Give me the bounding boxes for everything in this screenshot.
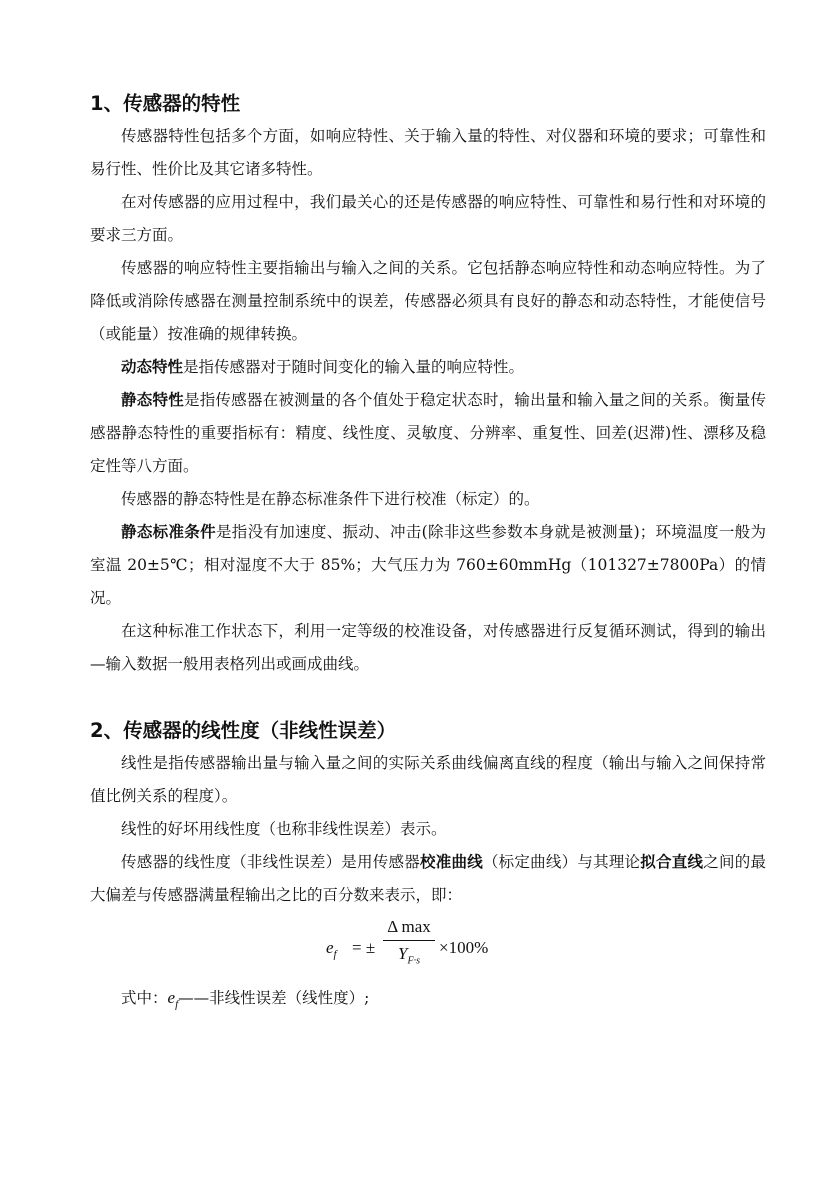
linearity-formula [90,916,766,980]
section-1-paragraph-3: 传感器的响应特性主要指输出与输入之间的关系。它包括静态响应特性和动态响应特性。为了降低或消除传感器在测量控制系统中的误差，传感器必须具有良好的静态和动态特性，才能使信号（或能量）按准确的规律转换。 [90,259,766,343]
formula-tail: ×100% [439,938,489,957]
section-2-heading: 2、传感器的线性度（非线性误差） [90,719,397,742]
calibration-curve-term: 校准曲线 [419,853,483,871]
formula-denominator-symbol: Y [398,944,408,963]
static-standard-condition-paragraph [90,516,766,615]
dynamic-characteristic-term: 动态特性 [121,358,184,376]
note-symbol-subscript: f [175,998,179,1011]
dynamic-characteristic-definition: 是指传感器对于随时间变化的输入量的响应特性。 [183,358,525,376]
static-standard-condition-definition: 是指没有加速度、振动、冲击(除非这些参数本身就是被测量)；环境温度一般为室温 20±5℃；相对湿度不大于 85%；大气压力为 760±60mmHg（101327±7800Pa）的情况。 [90,523,766,607]
formula-fraction [383,916,435,965]
section-2-paragraph-1: 线性是指传感器输出量与输入量之间的实际关系曲线偏离直线的程度（输出与输入之间保持常值比例关系的程度）。 [90,754,766,805]
section-1-paragraph-2: 在对传感器的应用过程中，我们最关心的还是传感器的响应特性、可靠性和易行性和对环境的要求三方面。 [90,193,766,244]
section-2-paragraph-3 [90,846,766,912]
formula-denominator-subscript: F·s [407,955,420,967]
formula-note [90,980,766,1022]
note-symbol-letter: e [167,988,176,1007]
formula-lhs-subscript: f [333,948,337,961]
note-symbol [167,988,179,1011]
fitted-line-term: 拟合直线 [640,853,704,871]
static-standard-condition-term: 静态标准条件 [121,523,216,541]
section-1-paragraph-1: 传感器特性包括多个方面，如响应特性、关于输入量的特性、对仪器和环境的要求；可靠性和易行性、性价比及其它诸多特性。 [90,127,766,178]
section-1-paragraph-6: 传感器的静态特性是在静态标准条件下进行校准（标定）的。 [121,490,540,508]
linearity-text-part-b: （标定曲线）与其理论 [482,853,641,871]
linearity-text-part-c: 之间的最大偏差与传感器满量程输出之比的百分数来表示，即： [90,853,766,904]
section-1-paragraph-8: 在这种标准工作状态下，利用一定等级的校准设备，对传感器进行反复循环测试，得到的输出—输入数据一般用表格列出或画成曲线。 [90,622,766,673]
formula-equals: = ± [352,938,376,957]
formula-lhs-symbol: e [326,938,334,957]
note-prefix: 式中： [121,989,168,1007]
fraction-bar [383,940,435,941]
formula-denominator [383,943,435,965]
dynamic-characteristic-paragraph [90,351,766,384]
formula-numerator: Δ max [387,917,431,936]
document-page [90,88,766,1022]
linearity-text-part-a: 传感器的线性度（非线性误差）是用传感器 [121,853,420,871]
static-characteristic-term: 静态特性 [121,391,184,409]
note-text: ——非线性误差（线性度）; [178,989,370,1007]
section-1-heading: 1、传感器的特性 [90,92,241,115]
formula-lhs [326,938,337,960]
static-characteristic-paragraph [90,384,766,483]
static-characteristic-definition: 是指传感器在被测量的各个值处于稳定状态时，输出量和输入量之间的关系。衡量传感器静态特性的重要指标有：精度、线性度、灵敏度、分辨率、重复性、回差(迟滞)性、漂移及稳定性等八方面。 [90,391,766,475]
section-2-paragraph-2: 线性的好坏用线性度（也称非线性误差）表示。 [121,820,447,838]
